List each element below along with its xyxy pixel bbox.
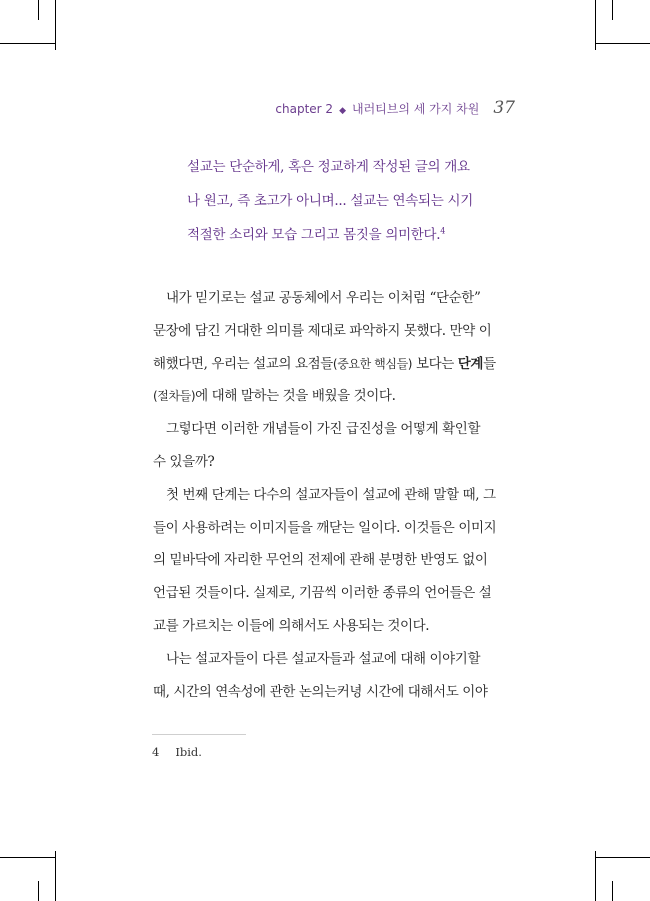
text-run: (중요한 핵심들) bbox=[332, 356, 413, 371]
quote-line-text: 적절한 소리와 모습 그리고 몸짓을 의미한다. bbox=[187, 227, 441, 243]
footnote-text: Ibid. bbox=[175, 745, 202, 759]
text-line: 그렇다면 이러한 개념들이 가진 급진성을 어떻게 확인할 bbox=[166, 421, 481, 438]
text-line: 수 있을까? bbox=[153, 453, 215, 470]
crop-mark bbox=[55, 851, 56, 901]
text-run: 들 bbox=[483, 355, 496, 372]
text-run: 에 대해 말하는 것을 배웠을 것이다. bbox=[195, 388, 396, 405]
crop-mark bbox=[0, 43, 55, 44]
text-line bbox=[153, 348, 523, 381]
crop-mark bbox=[612, 0, 613, 20]
crop-mark bbox=[38, 881, 39, 901]
crop-mark bbox=[0, 857, 55, 858]
footnote-divider bbox=[152, 734, 246, 735]
footnote-reference: 4 bbox=[440, 226, 446, 236]
text-run: 해했다면, 우리는 설교의 요점들 bbox=[153, 355, 333, 372]
footnote-number: 4 bbox=[152, 745, 160, 759]
text-line: 문장에 담긴 거대한 의미를 제대로 파악하지 못했다. 만약 이 bbox=[153, 322, 492, 339]
text-line: 나는 설교자들이 다른 설교자들과 설교에 대해 이야기할 bbox=[166, 650, 481, 667]
emphasis-text: 단계 bbox=[457, 355, 484, 372]
running-head bbox=[275, 98, 515, 118]
crop-mark bbox=[595, 851, 596, 901]
quote-line: 설교는 단순하게, 혹은 정교하게 작성된 글의 개요 bbox=[187, 159, 470, 175]
chapter-title: 내러티브의 세 가지 차원 bbox=[351, 102, 480, 116]
page-number: 37 bbox=[493, 98, 515, 118]
quote-line: 나 원고, 즉 초고가 아니며... 설교는 연속되는 시기 bbox=[187, 193, 473, 209]
text-line: 언급된 것들이다. 실제로, 기끔씩 이러한 종류의 언어들은 설 bbox=[153, 585, 492, 602]
text-line: 의 밑바닥에 자리한 무언의 전제에 관해 분명한 반영도 없이 bbox=[153, 552, 488, 569]
block-quote bbox=[187, 150, 517, 252]
crop-mark bbox=[55, 0, 56, 50]
diamond-bullet-icon: ◆ bbox=[339, 106, 346, 116]
chapter-label: chapter 2 bbox=[275, 102, 334, 116]
body-text bbox=[153, 282, 523, 708]
text-line: 내가 믿기로는 설교 공동체에서 우리는 이처럼 “단순한” bbox=[166, 290, 481, 306]
crop-mark bbox=[38, 0, 39, 20]
crop-mark bbox=[595, 857, 650, 858]
text-line: 첫 번째 단계는 다수의 설교자들이 설교에 관해 말할 때, 그 bbox=[166, 486, 496, 503]
crop-mark bbox=[595, 43, 650, 44]
text-line: 들이 사용하려는 이미지들을 깨닫는 일이다. 이것들은 이미지 bbox=[153, 519, 497, 536]
text-line: 교를 가르치는 이들에 의해서도 사용되는 것이다. bbox=[153, 617, 430, 634]
text-line: 때, 시간의 연속성에 관한 논의는커녕 시간에 대해서도 이야 bbox=[153, 683, 488, 700]
crop-mark bbox=[612, 881, 613, 901]
text-run: 보다는 bbox=[412, 355, 458, 372]
text-run: (절차들) bbox=[153, 389, 196, 404]
text-line bbox=[153, 380, 523, 413]
footnote bbox=[152, 745, 202, 759]
quote-line bbox=[187, 218, 517, 252]
